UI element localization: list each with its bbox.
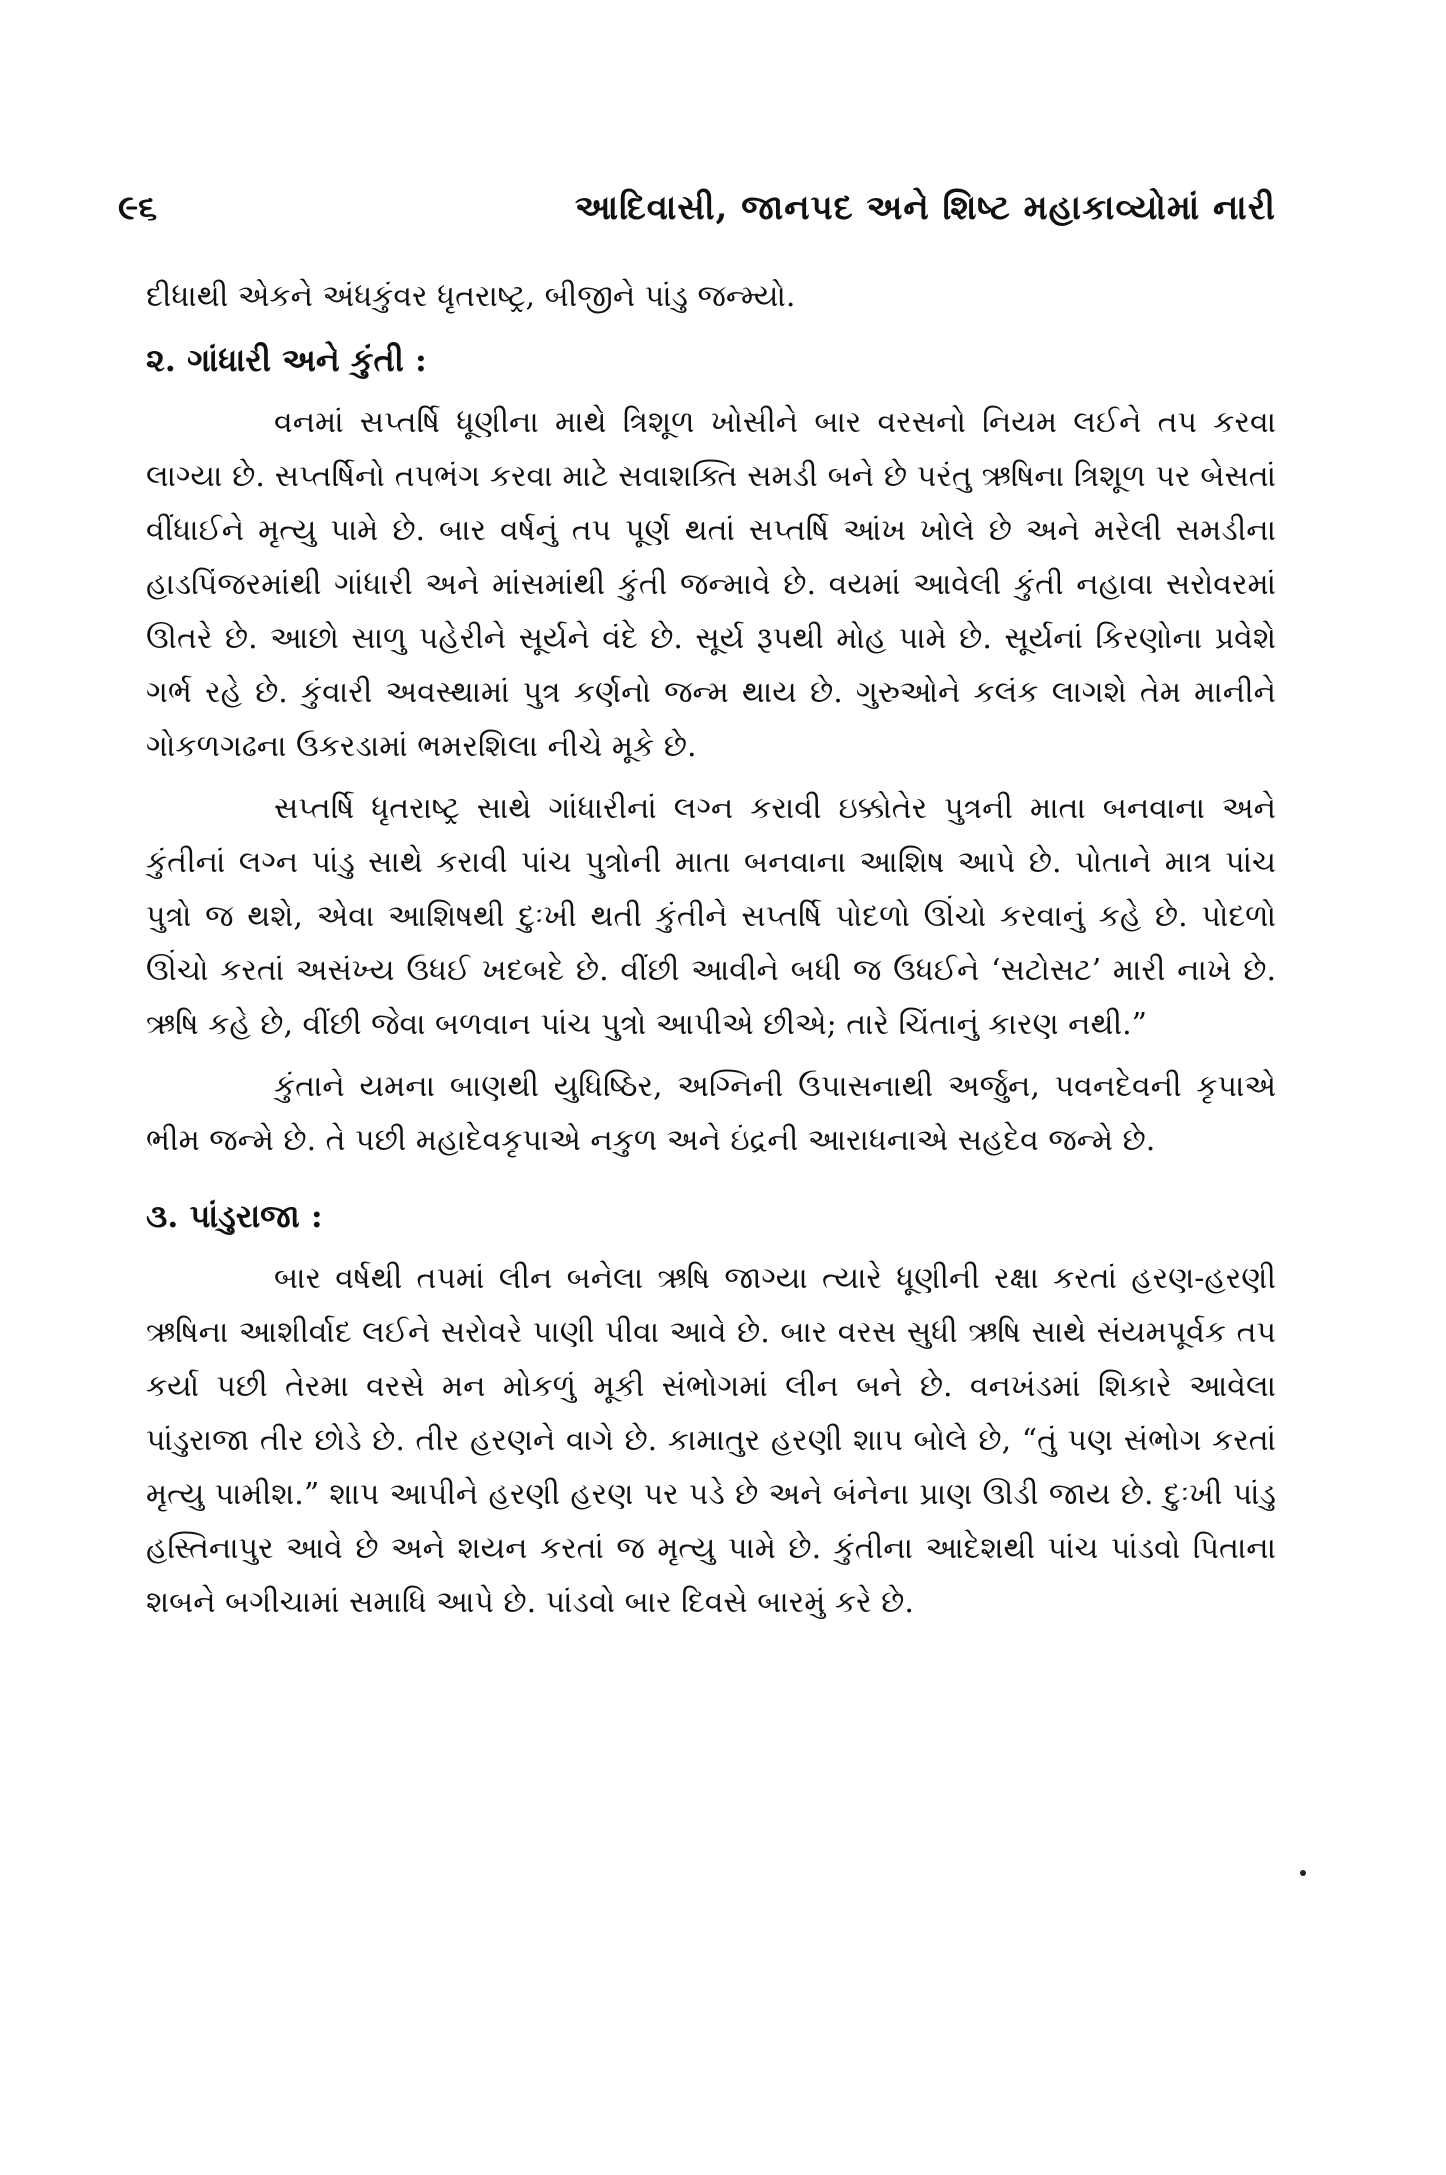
page-header bbox=[118, 180, 1276, 240]
scan-speck bbox=[1300, 1870, 1306, 1876]
running-title: આદિવાસી, જાનપદ અને શિષ્ટ મહાકાવ્યોમાં નારી bbox=[574, 188, 1276, 228]
page-number: ૯૬ bbox=[118, 188, 158, 228]
section-heading-pandu-raja: ૩. પાંડુરાજા : bbox=[146, 1197, 323, 1235]
paragraph: સપ્તર્ષિ ધૃતરાષ્ટ્ર સાથે ગાંધારીનાં લગ્ન કરાવી ઇક્કોતેર પુત્રની માતા બનવાના અને કુંતીનાં લગ્ન પાંડુ સાથે કરાવી પાંચ પુત્રોની માતા બનવાના આશિષ આપે છે. પોતાને માત્ર પાંચ પુત્રો જ થશે, એવા આશિષથી દુઃખી થતી કુંતીને સપ્તર્ષિ પોદળો ઊંચો કરવાનું કહે છે. પોદળો ઊંચો કરતાં અસંખ્ય ઉધઈ ખદબદે છે. વીંછી આવીને બધી જ ઉધઈને ‘સટોસટ’ મારી નાખે છે. ઋષિ કહે છે, વીંછી જેવા બળવાન પાંચ પુત્રો આપીએ છીએ; તારે ચિંતાનું કારણ નથી.” bbox=[146, 791, 1276, 1042]
page-body bbox=[146, 270, 1276, 1630]
paragraph: વનમાં સપ્તર્ષિ ધૂણીના માથે ત્રિશૂળ ખોસીને બાર વરસનો નિયમ લઈને તપ કરવા લાગ્યા છે. સપ્તર્ષિનો તપભંગ કરવા માટે સવાશક્તિ સમડી બને છે પરંતુ ઋષિના ત્રિશૂળ પર બેસતાં વીંધાઈને મૃત્યુ પામે છે. બાર વર્ષનું તપ પૂર્ણ થતાં સપ્તર્ષિ આંખ ખોલે છે અને મરેલી સમડીના હાડપિંજરમાંથી ગાંધારી અને માંસમાંથી કુંતી જન્માવે છે. વયમાં આવેલી કુંતી નહાવા સરોવરમાં ઊતરે છે. આછો સાળુ પહેરીને સૂર્યને વંદે છે. સૂર્ય રૂપથી મોહ પામે છે. સૂર્યનાં કિરણોના પ્રવેશે ગર્ભ રહે છે. કુંવારી અવસ્થામાં પુત્ર કર્ણનો જન્મ થાય છે. ગુરુઓને કલંક લાગશે તેમ માનીને ગોકળગઢના ઉકરડામાં ભમરશિલા નીચે મૂકે છે. bbox=[146, 405, 1276, 764]
section-heading-gandhari-kunti: ૨. ગાંધારી અને કુંતી : bbox=[146, 341, 427, 379]
paragraph: કુંતાને યમના બાણથી યુધિષ્ઠિર, અગ્નિની ઉપાસનાથી અર્જુન, પવનદેવની કૃપાએ ભીમ જન્મે છે. તે પછી મહાદેવકૃપાએ નકુળ અને ઇંદ્રની આરાધનાએ સહદેવ જન્મે છે. bbox=[146, 1069, 1276, 1158]
opening-line: દીધાથી એકને અંધકુંવર ધૃતરાષ્ટ્ર, બીજીને પાંડુ જન્મ્યો. bbox=[146, 279, 796, 314]
paragraph: બાર વર્ષથી તપમાં લીન બનેલા ઋષિ જાગ્યા ત્યારે ધૂણીની રક્ષા કરતાં હરણ-હરણી ઋષિના આશીર્વાદ લઈને સરોવરે પાણી પીવા આવે છે. બાર વરસ સુધી ઋષિ સાથે સંયમપૂર્વક તપ કર્યા પછી તેરમા વરસે મન મોકળું મૂકી સંભોગમાં લીન બને છે. વનખંડમાં શિકારે આવેલા પાંડુરાજા તીર છોડે છે. તીર હરણને વાગે છે. કામાતુર હરણી શાપ બોલે છે, “તું પણ સંભોગ કરતાં મૃત્યુ પામીશ.” શાપ આપીને હરણી હરણ પર પડે છે અને બંનેના પ્રાણ ઊડી જાય છે. દુઃખી પાંડુ હસ્તિનાપુર આવે છે અને શયન કરતાં જ મૃત્યુ પામે છે. કુંતીના આદેશથી પાંચ પાંડવો પિતાના શબને બગીચામાં સમાધિ આપે છે. પાંડવો બાર દિવસે બારમું કરે છે. bbox=[146, 1261, 1276, 1620]
